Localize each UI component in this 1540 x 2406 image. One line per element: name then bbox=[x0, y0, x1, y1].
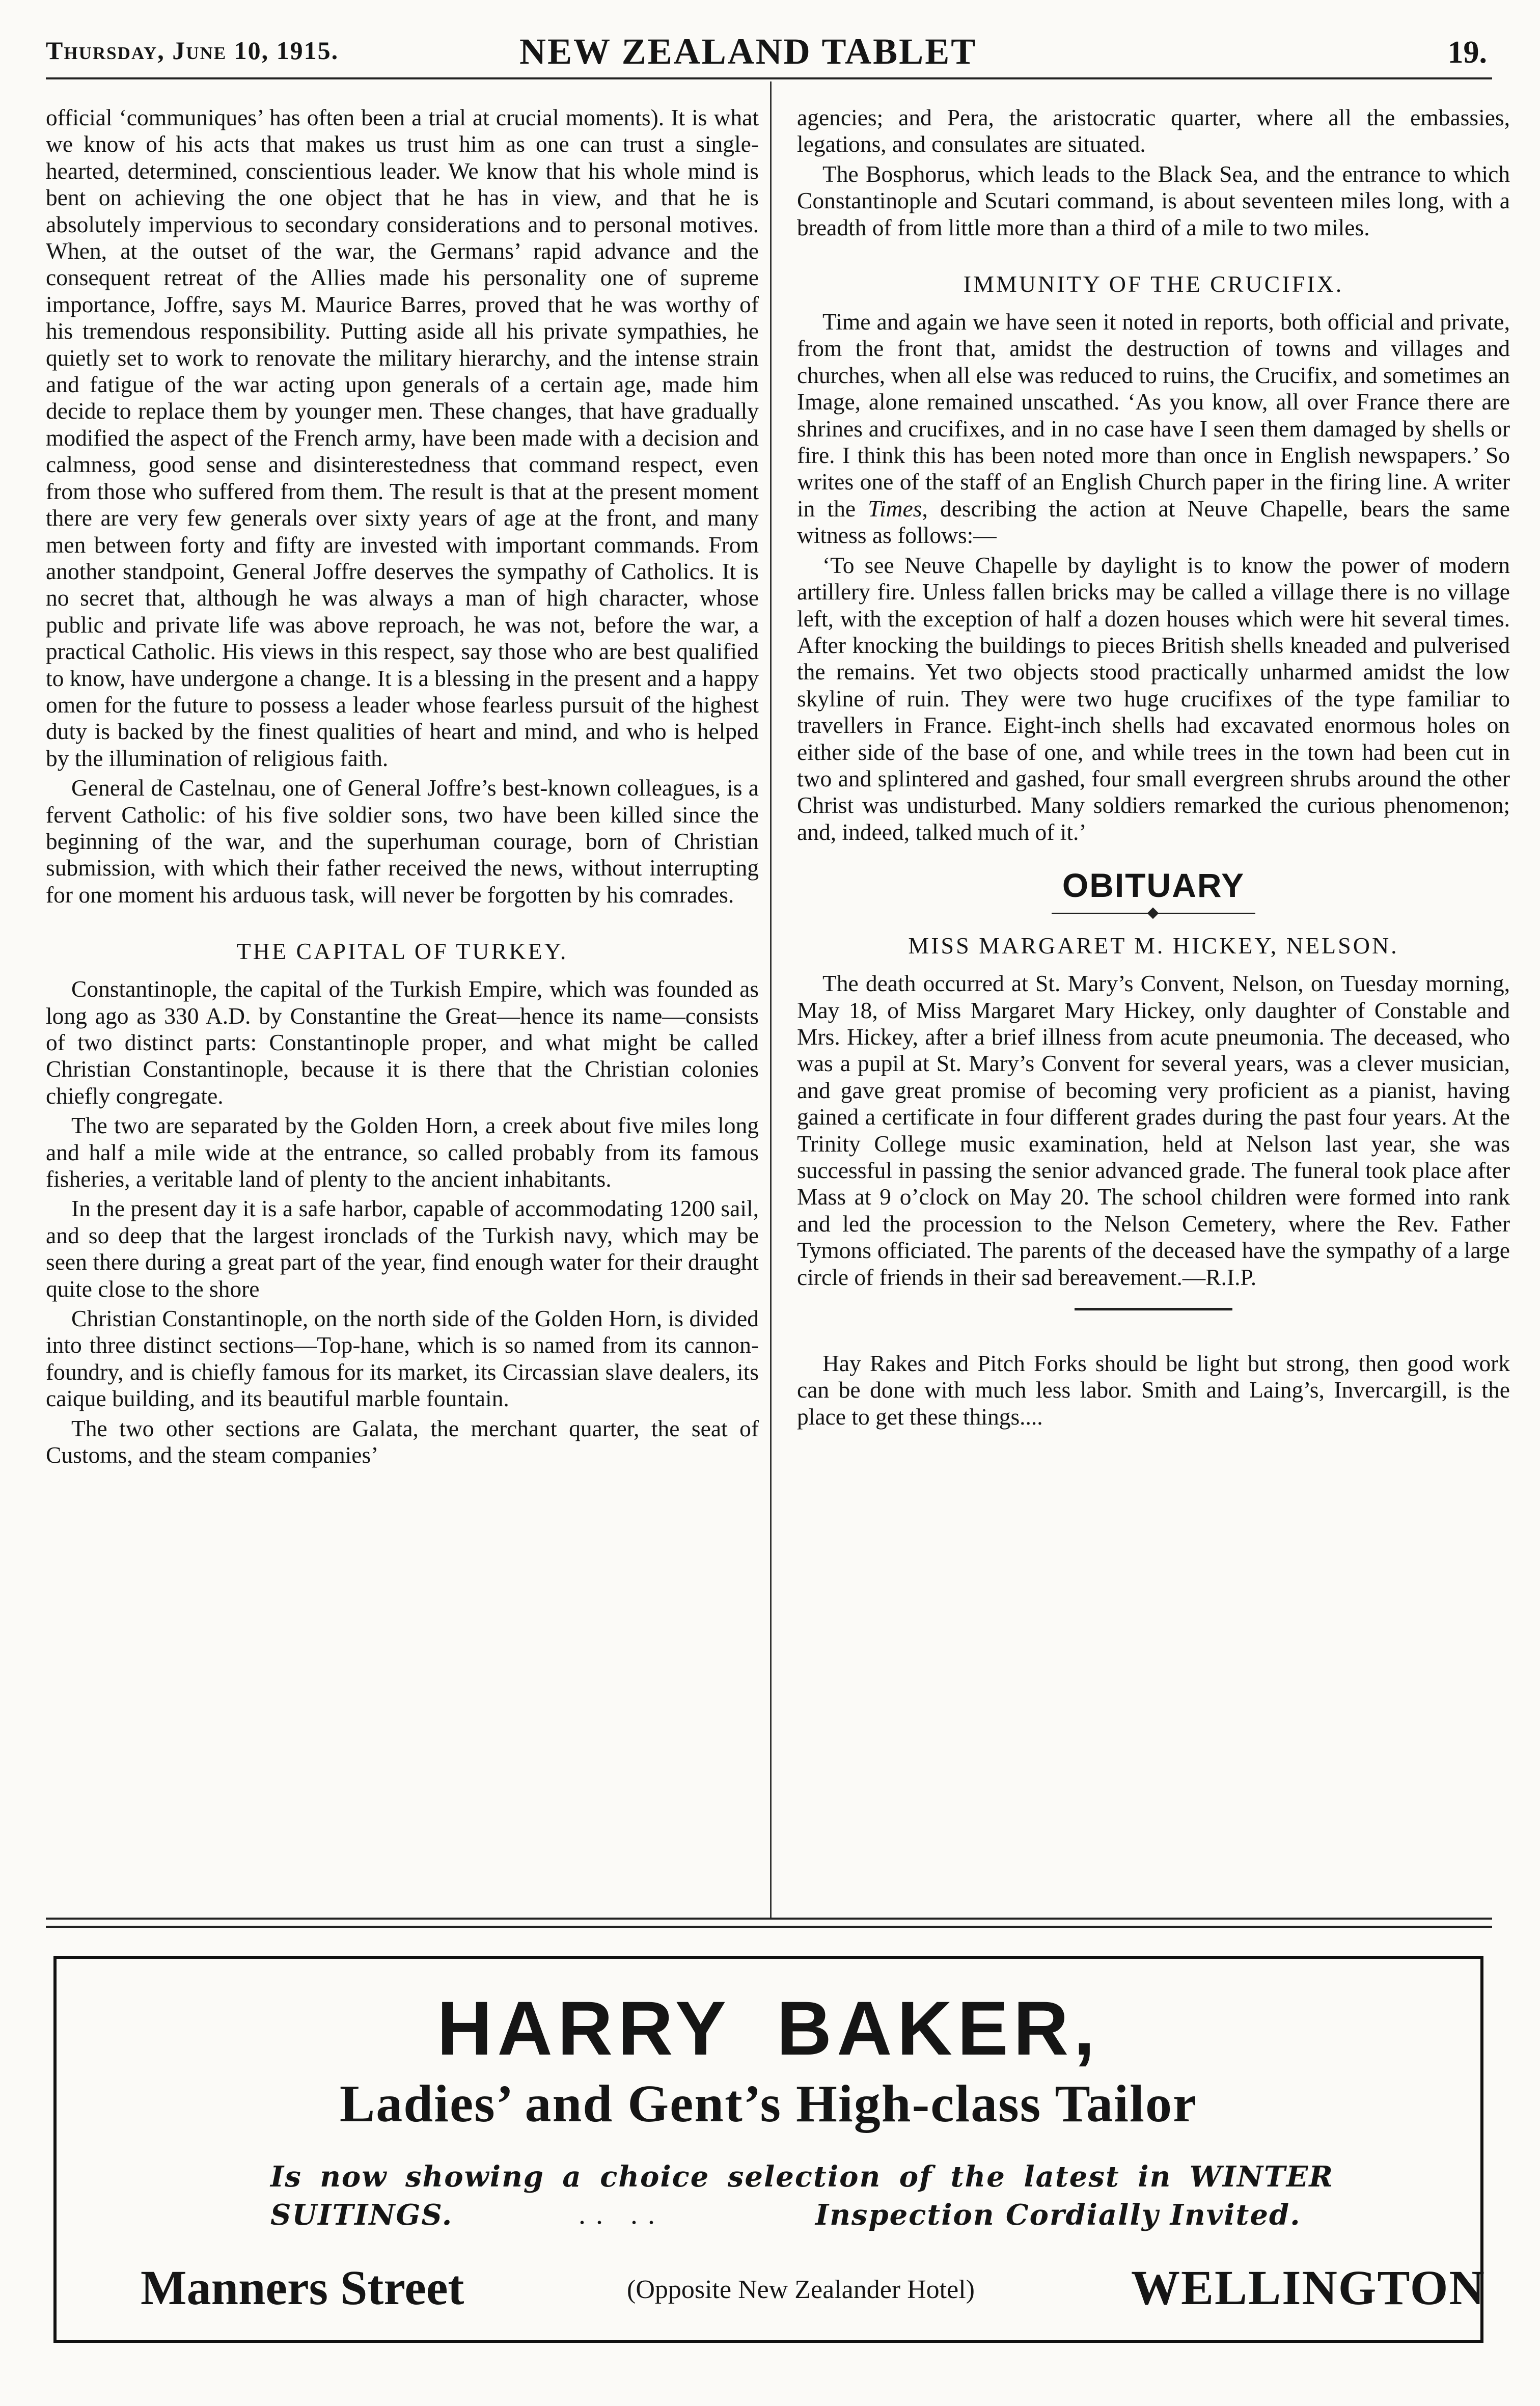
ad-street: Manners Street bbox=[141, 2260, 464, 2315]
crucifix-paragraph-1 bbox=[797, 309, 1510, 549]
ad-dots: .. .. bbox=[579, 2199, 665, 2230]
turkey-paragraph: The two other sections are Galata, the merchant quarter, the seat of Customs, and the steam companies’ bbox=[46, 1415, 759, 1468]
crucifix-text-b: , describing the action at Neuve Chapelle, bears the same witness as follows:— bbox=[797, 495, 1510, 549]
ad-city: WELLINGTON bbox=[1131, 2260, 1486, 2315]
masthead bbox=[46, 31, 1492, 76]
diamond-ornament-icon bbox=[1147, 908, 1159, 919]
ad-line-2-start: SUITINGS. bbox=[270, 2198, 453, 2232]
turkey-continued-paragraph: The Bosphorus, which leads to the Black Sea, and the entrance to which Constantinople and Scutari command, is about seventeen miles long, with a breadth of from little more than a third of a mile to two miles. bbox=[797, 160, 1510, 240]
advertisement-box bbox=[53, 1956, 1486, 2343]
crucifix-text-a: Time and again we have seen it noted in reports, both official and private, from the front that, amidst the destruction of towns and villages and churches, when all else was reduced to ruins, the Crucifix, and sometimes an Image, alone remained unscathed. ‘As you know, all over France there are shrines and crucifixes, and in no case have I seen them damaged by shells or fire. I think this has been noted more than once in English newspapers.’ So writes one of the staff of an English Church paper in the firing line. A writer in the bbox=[797, 309, 1510, 522]
joffre-paragraph-2: General de Castelnau, one of General Joffre’s best-known colleagues, is a fervent Catholic: of his five soldier sons, two have been killed since the beginning of the war, and the superhuman courage, born of Christian submission, with which their father received the news, without interrupting for one moment his arduous task, will never be forgotten by his comrades. bbox=[46, 775, 759, 908]
crucifix-heading: IMMUNITY OF THE CRUCIFIX. bbox=[963, 271, 1344, 297]
ad-line-1: Is now showing a choice selection of the latest in WINTER bbox=[270, 2160, 1334, 2194]
joffre-paragraph-1: official ‘communiques’ has often been a trial at crucial moments). It is what we know of his acts that makes us trust him as one can trust a single-hearted, determined, conscientious leader. We know that his whole mind is bent on achieving the one object that he has in view, and that he is absolutely impervious to secondary considerations and to personal motives. When, at the outset of the war, the Germans’ rapid advance and the consequent retreat of the Allies made his personality one of supreme importance, Joffre, says M. Maurice Barres, proved that he was worthy of his tremendous responsibility. Putting aside all his private sympathies, he quietly set to work to renovate the military hierarchy, and the intense strain and fatigue of the war acting upon generals of a certain age, made him decide to replace them by younger men. These changes, that have gradually modified the aspect of the French army, have been made with a decision and calmness, good sense and disinterestedness that command respect, even from those who suffered from them. The result is that at the present moment there are very few generals over sixty years of age at the front, and many men between forty and fifty are invested with important commands. From another standpoint, General Joffre deserves the sympathy of Catholics. It is no secret that, although he was always a man of high character, whose public and private life was above reproach, he was not, before the war, a practical Catholic. His views in this respect, say those who are best qualified to know, have undergone a change. It is a blessing in the present and a happy omen for the future to possess a leader whose fearless pursuit of the highest duty is backed by the finest qualities of heart and mind, and who is helped by the illumination of religious faith. bbox=[46, 104, 759, 771]
newspaper-title: NEW ZEALAND TABLET bbox=[519, 31, 977, 72]
turkey-paragraph: Christian Constantinople, on the north side of the Golden Horn, is divided into three distinct sections—Top-hane, which is so named from its cannon-foundry, and is chiefly famous for its market, its Circassian slave dealers, its caique building, and its beautiful marble fountain. bbox=[46, 1305, 759, 1412]
obituary-text: The death occurred at St. Mary’s Convent, Nelson, on Tuesday morning, May 18, of Miss Margaret Mary Hickey, only daughter of Constable and Mrs. Hickey, after a brief illness from acute pneumonia. The deceased, who was a pupil at St. Mary’s Convent for several years, was a clever musician, and gave great promise of becoming very proficient as a pianist, having gained a certificate in four different grades during the past four years. At the Trinity College music examination, held at Nelson last year, she was successful in passing the senior advanced grade. The funeral took place after Mass at 9 o’clock on May 20. The school children were formed into rank and led the procession to the Nelson Cemetery, where the Rev. Father Tymons officiated. The parents of the deceased have the sympathy of a large circle of friends in their sad bereavement.—R.I.P. bbox=[797, 970, 1510, 1290]
ad-rule-top bbox=[46, 1918, 1492, 1920]
masthead-rule bbox=[46, 77, 1492, 79]
issue-date: Thursday, June 10, 1915. bbox=[46, 36, 339, 65]
turkey-heading: THE CAPITAL OF TURKEY. bbox=[236, 938, 568, 965]
obituary-name: MISS MARGARET M. HICKEY, NELSON. bbox=[908, 933, 1399, 959]
section-rule bbox=[1075, 1308, 1232, 1310]
page-number: 19. bbox=[1447, 35, 1487, 70]
ad-rule-bottom bbox=[46, 1926, 1492, 1928]
ad-opposite: (Opposite New Zealander Hotel) bbox=[627, 2275, 975, 2304]
right-column bbox=[797, 104, 1510, 1872]
turkey-paragraph: The two are separated by the Golden Horn, a creek about five miles long and half a mile wide at the entrance, so called probably from its famous fisheries, a veritable land of plenty to the ancient inhabitants. bbox=[46, 1112, 759, 1192]
turkey-continued-paragraph: agencies; and Pera, the aristocratic quarter, where all the embassies, legations, and consulates are situated. bbox=[797, 104, 1510, 157]
left-column bbox=[46, 104, 759, 1872]
ad-business-name: HARRY BAKER, bbox=[437, 1985, 1100, 2071]
ad-line-2-end: Inspection Cordially Invited. bbox=[815, 2198, 1301, 2232]
times-title: Times bbox=[868, 495, 922, 522]
obituary-heading: OBITUARY bbox=[1062, 866, 1245, 905]
notice-paragraph: Hay Rakes and Pitch Forks should be light but strong, then good work can be done with much less labor. Smith and Laing’s, Invercargill, is the place to get these things.... bbox=[797, 1350, 1510, 1430]
ad-trade: Ladies’ and Gent’s High-class Tailor bbox=[339, 2074, 1198, 2133]
ornamental-rule bbox=[1052, 908, 1255, 919]
column-divider bbox=[770, 81, 772, 1918]
turkey-paragraph: Constantinople, the capital of the Turkish Empire, which was founded as long ago as 330 A.D. by Constantine the Great—hence its name—consists of two distinct parts: Constantinople proper, and what might be called Christian Constantinople, because it is there that the Christian colonies chiefly congregate. bbox=[46, 976, 759, 1109]
turkey-paragraph: In the present day it is a safe harbor, capable of accommodating 1200 sail, and so deep that the largest ironclads of the Turkish navy, which may be seen there during a great part of the year, find enough water for their draught quite close to the shore bbox=[46, 1195, 759, 1302]
crucifix-paragraph-2: ‘To see Neuve Chapelle by daylight is to know the power of modern artillery fire. Unless fallen bricks may be called a village there is no village left, with the exception of half a dozen houses which were hit several times. After knocking the buildings to pieces British shells kneaded and pulverised the remains. Yet two objects stood practically unharmed amidst the low skyline of ruin. They were two huge crucifixes of the type familiar to travellers in France. Eight-inch shells had excavated enormous holes on either side of the base of one, and while trees in the town had been cut in two and splintered and gashed, four small evergreen shrubs around the other Christ was undisturbed. Many soldiers remarked the curious phenomenon; and, indeed, talked much of it.’ bbox=[797, 552, 1510, 845]
